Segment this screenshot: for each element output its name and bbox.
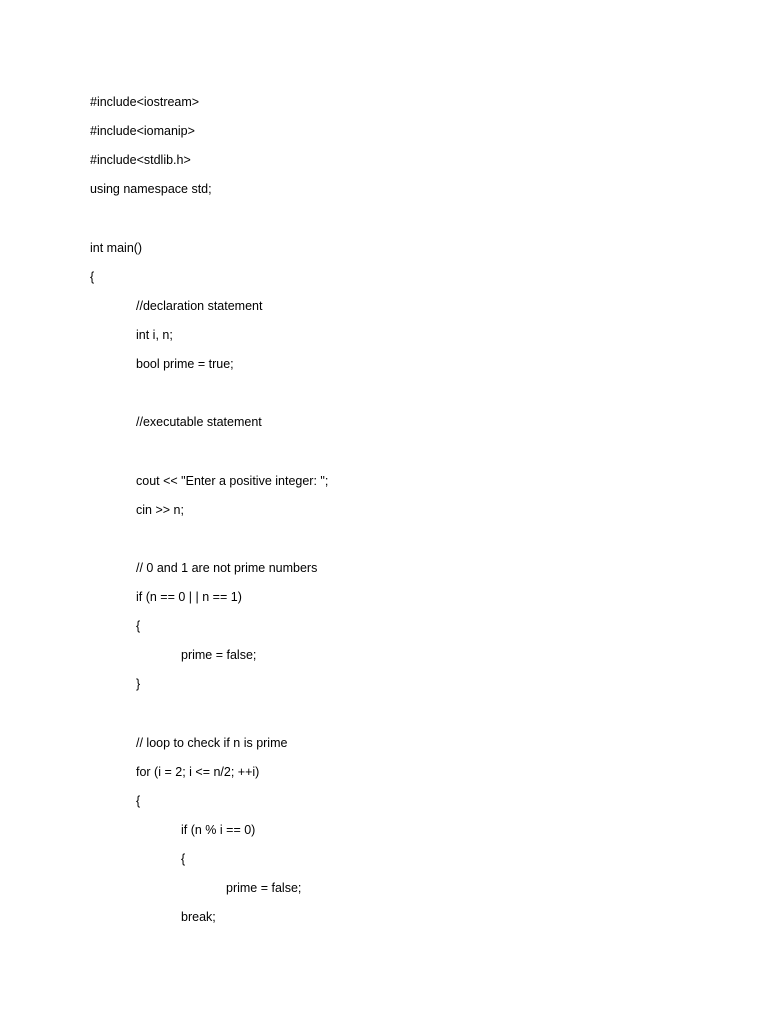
code-line-2: #include<iomanip> xyxy=(90,124,195,138)
code-line-27: { xyxy=(181,852,186,866)
code-line-14: cout << "Enter a positive integer: "; xyxy=(136,474,329,488)
code-line-19: { xyxy=(136,619,141,633)
code-line-24: for (i = 2; i <= n/2; ++i) xyxy=(136,765,260,779)
code-line-26: if (n % i == 0) xyxy=(181,823,256,837)
code-line-6: int main() xyxy=(90,241,143,255)
code-line-3: #include<stdlib.h> xyxy=(90,153,191,167)
code-line-17: // 0 and 1 are not prime numbers xyxy=(136,561,318,575)
code-line-4: using namespace std; xyxy=(90,182,212,196)
code-line-18: if (n == 0 | | n == 1) xyxy=(136,590,242,604)
code-line-25: { xyxy=(136,794,141,808)
code-line-1: #include<iostream> xyxy=(90,95,200,109)
code-line-7: { xyxy=(90,270,95,284)
code-line-15: cin >> n; xyxy=(136,503,184,517)
code-line-28: prime = false; xyxy=(226,881,302,895)
code-line-9: int i, n; xyxy=(136,328,173,342)
code-line-12: //executable statement xyxy=(136,415,262,429)
code-line-21: } xyxy=(136,677,141,691)
code-line-23: // loop to check if n is prime xyxy=(136,736,288,750)
code-line-10: bool prime = true; xyxy=(136,357,234,371)
code-line-8: //declaration statement xyxy=(136,299,263,313)
code-line-20: prime = false; xyxy=(181,648,257,662)
code-line-29: break; xyxy=(181,910,216,924)
